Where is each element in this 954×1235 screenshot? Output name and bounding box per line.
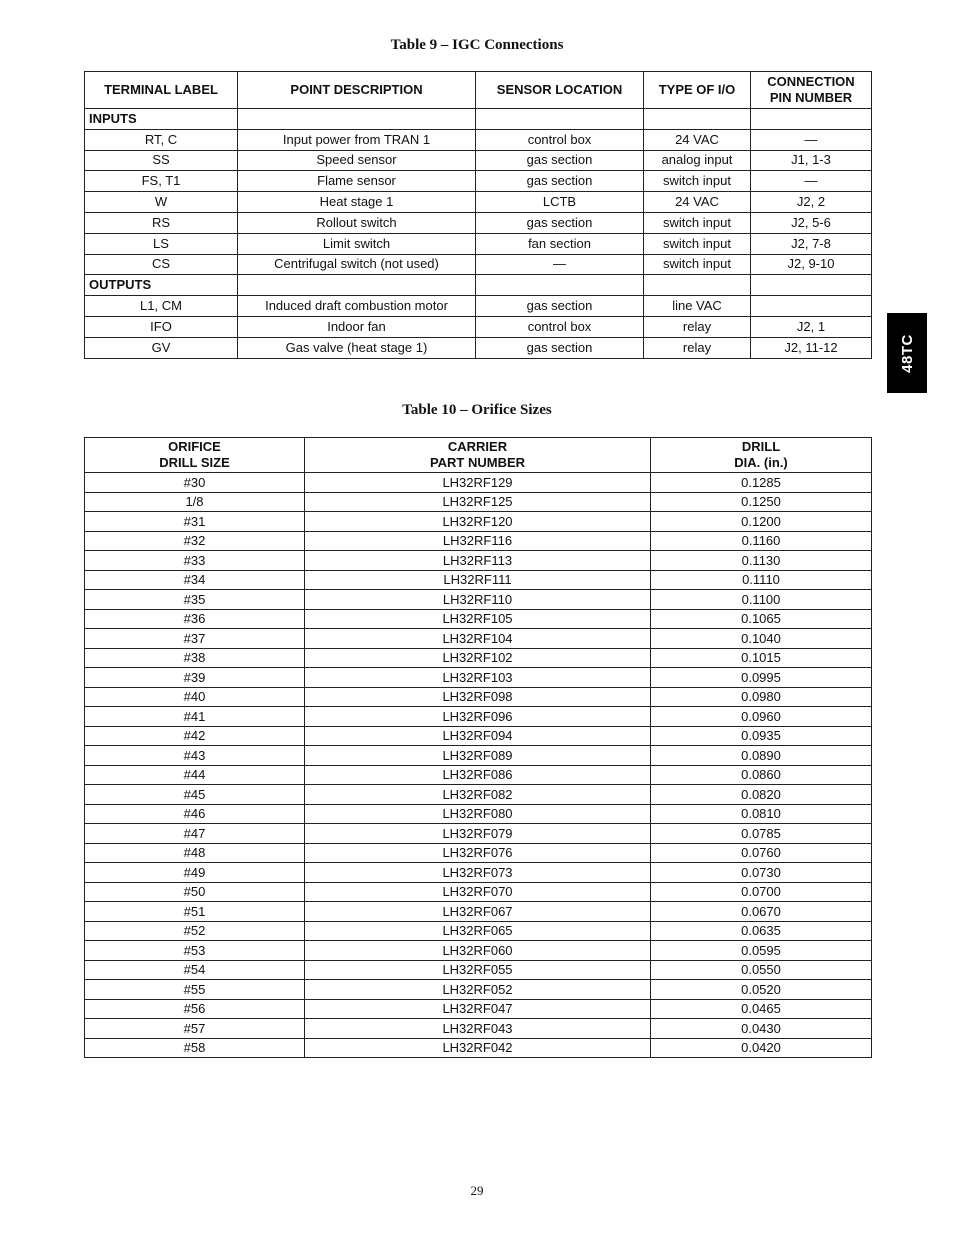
cell-type-of-io: relay <box>644 337 751 358</box>
table-row <box>85 882 872 902</box>
header-type-of-io: TYPE OF I/O <box>644 72 751 109</box>
cell-terminal-label: RS <box>85 212 238 233</box>
table-row <box>85 233 872 254</box>
cell-drill-dia: 0.0935 <box>651 726 872 746</box>
cell-drill-dia: 0.0465 <box>651 999 872 1019</box>
cell-point-description: Limit switch <box>238 233 476 254</box>
cell-drill-dia: 0.1160 <box>651 531 872 551</box>
header-drill-dia <box>651 438 872 473</box>
cell-drill-size: #47 <box>85 824 305 844</box>
header-orifice-line2: DRILL SIZE <box>159 455 230 470</box>
cell-part-number: LH32RF082 <box>305 785 651 805</box>
table-row <box>85 551 872 571</box>
cell-drill-size: #45 <box>85 785 305 805</box>
cell-connection-pin: J2, 7-8 <box>751 233 872 254</box>
cell-drill-size: #40 <box>85 687 305 707</box>
cell-drill-dia: 0.0730 <box>651 863 872 883</box>
header-orifice-drill-size <box>85 438 305 473</box>
table-row <box>85 192 872 213</box>
table-row <box>85 531 872 551</box>
cell-connection-pin <box>751 296 872 317</box>
cell-part-number: LH32RF070 <box>305 882 651 902</box>
cell-part-number: LH32RF113 <box>305 551 651 571</box>
table-row <box>85 785 872 805</box>
cell-terminal-label: LS <box>85 233 238 254</box>
cell-drill-dia: 0.0595 <box>651 941 872 961</box>
cell-sensor-location: fan section <box>476 233 644 254</box>
cell-drill-dia: 0.0980 <box>651 687 872 707</box>
header-carrier-part-number <box>305 438 651 473</box>
cell-drill-dia: 0.1285 <box>651 473 872 493</box>
cell-drill-size: #57 <box>85 1019 305 1039</box>
cell-point-description: Speed sensor <box>238 150 476 171</box>
table-row <box>85 171 872 192</box>
cell-drill-dia: 0.0820 <box>651 785 872 805</box>
cell-part-number: LH32RF052 <box>305 980 651 1000</box>
orifice-sizes-table <box>84 437 872 1058</box>
orifice-table-body <box>85 473 872 1058</box>
cell-drill-dia: 0.1110 <box>651 570 872 590</box>
cell-point-description: Heat stage 1 <box>238 192 476 213</box>
table-row <box>85 668 872 688</box>
cell-drill-size: #44 <box>85 765 305 785</box>
igc-table-header <box>85 72 872 109</box>
cell-sensor-location: gas section <box>476 150 644 171</box>
table-row <box>85 707 872 727</box>
cell-connection-pin: J2, 11-12 <box>751 337 872 358</box>
table-row <box>85 629 872 649</box>
cell-terminal-label: SS <box>85 150 238 171</box>
table-row <box>85 254 872 275</box>
cell-drill-dia: 0.0810 <box>651 804 872 824</box>
cell-terminal-label: GV <box>85 337 238 358</box>
table-row <box>85 804 872 824</box>
cell-part-number: LH32RF096 <box>305 707 651 727</box>
header-sensor-location: SENSOR LOCATION <box>476 72 644 109</box>
cell-part-number: LH32RF125 <box>305 492 651 512</box>
cell-type-of-io: 24 VAC <box>644 129 751 150</box>
cell-type-of-io: switch input <box>644 212 751 233</box>
cell-drill-dia: 0.1250 <box>651 492 872 512</box>
cell-terminal-label: W <box>85 192 238 213</box>
cell-terminal-label: L1, CM <box>85 296 238 317</box>
cell-type-of-io: switch input <box>644 254 751 275</box>
header-terminal-label: TERMINAL LABEL <box>85 72 238 109</box>
table-row <box>85 337 872 358</box>
cell-part-number: LH32RF094 <box>305 726 651 746</box>
header-carrier-line1: CARRIER <box>447 439 508 454</box>
cell-type-of-io: switch input <box>644 171 751 192</box>
cell-part-number: LH32RF105 <box>305 609 651 629</box>
cell-connection-pin: J2, 5-6 <box>751 212 872 233</box>
cell-part-number: LH32RF116 <box>305 531 651 551</box>
table-row <box>85 648 872 668</box>
igc-table-body <box>85 109 872 359</box>
cell-drill-size: 1/8 <box>85 492 305 512</box>
section-label: INPUTS <box>85 109 238 130</box>
cell-type-of-io: relay <box>644 316 751 337</box>
empty-cell <box>476 275 644 296</box>
header-carrier-line2: PART NUMBER <box>429 455 526 470</box>
cell-part-number: LH32RF111 <box>305 570 651 590</box>
cell-drill-size: #41 <box>85 707 305 727</box>
header-connection-pin-number: CONNECTION PIN NUMBER <box>751 72 872 109</box>
cell-part-number: LH32RF067 <box>305 902 651 922</box>
cell-drill-dia: 0.0670 <box>651 902 872 922</box>
cell-terminal-label: RT, C <box>85 129 238 150</box>
cell-point-description: Induced draft combustion motor <box>238 296 476 317</box>
empty-cell <box>751 275 872 296</box>
cell-drill-size: #38 <box>85 648 305 668</box>
cell-part-number: LH32RF103 <box>305 668 651 688</box>
cell-sensor-location: gas section <box>476 212 644 233</box>
empty-cell <box>751 109 872 130</box>
cell-drill-dia: 0.1015 <box>651 648 872 668</box>
table-row <box>85 765 872 785</box>
cell-drill-size: #48 <box>85 843 305 863</box>
cell-drill-size: #52 <box>85 921 305 941</box>
cell-part-number: LH32RF089 <box>305 746 651 766</box>
cell-sensor-location: control box <box>476 316 644 337</box>
cell-drill-dia: 0.0785 <box>651 824 872 844</box>
page-number: 29 <box>470 1183 484 1198</box>
table-row <box>85 824 872 844</box>
cell-drill-size: #43 <box>85 746 305 766</box>
cell-part-number: LH32RF102 <box>305 648 651 668</box>
cell-drill-dia: 0.0550 <box>651 960 872 980</box>
cell-drill-size: #39 <box>85 668 305 688</box>
cell-drill-size: #50 <box>85 882 305 902</box>
table-row <box>85 843 872 863</box>
cell-part-number: LH32RF073 <box>305 863 651 883</box>
cell-drill-size: #53 <box>85 941 305 961</box>
cell-type-of-io: 24 VAC <box>644 192 751 213</box>
cell-sensor-location: — <box>476 254 644 275</box>
orifice-table-header <box>85 438 872 473</box>
cell-point-description: Input power from TRAN 1 <box>238 129 476 150</box>
table-row <box>85 512 872 532</box>
cell-part-number: LH32RF060 <box>305 941 651 961</box>
cell-drill-size: #32 <box>85 531 305 551</box>
table9-title: Table 9 – IGC Connections <box>390 37 564 53</box>
cell-part-number: LH32RF076 <box>305 843 651 863</box>
cell-drill-size: #55 <box>85 980 305 1000</box>
empty-cell <box>644 275 751 296</box>
header-orifice-line1: ORIFICE <box>168 439 221 454</box>
table-row <box>85 960 872 980</box>
cell-part-number: LH32RF104 <box>305 629 651 649</box>
table-row <box>85 590 872 610</box>
cell-point-description: Centrifugal switch (not used) <box>238 254 476 275</box>
table-row <box>85 212 872 233</box>
cell-point-description: Gas valve (heat stage 1) <box>238 337 476 358</box>
cell-terminal-label: IFO <box>85 316 238 337</box>
table-row <box>85 129 872 150</box>
header-point-description: POINT DESCRIPTION <box>238 72 476 109</box>
table-row <box>85 921 872 941</box>
cell-point-description: Rollout switch <box>238 212 476 233</box>
section-row <box>85 109 872 130</box>
cell-drill-size: #58 <box>85 1038 305 1058</box>
igc-connections-table <box>84 71 872 359</box>
cell-part-number: LH32RF043 <box>305 1019 651 1039</box>
cell-drill-dia: 0.1065 <box>651 609 872 629</box>
cell-drill-size: #33 <box>85 551 305 571</box>
cell-drill-size: #42 <box>85 726 305 746</box>
header-drill-line1: DRILL <box>741 439 781 454</box>
cell-part-number: LH32RF055 <box>305 960 651 980</box>
cell-sensor-location: control box <box>476 129 644 150</box>
cell-drill-dia: 0.0420 <box>651 1038 872 1058</box>
empty-cell <box>476 109 644 130</box>
cell-drill-dia: 0.0700 <box>651 882 872 902</box>
cell-drill-size: #37 <box>85 629 305 649</box>
cell-drill-size: #46 <box>85 804 305 824</box>
section-label: OUTPUTS <box>85 275 238 296</box>
cell-drill-dia: 0.1040 <box>651 629 872 649</box>
cell-drill-size: #31 <box>85 512 305 532</box>
table-row <box>85 726 872 746</box>
cell-part-number: LH32RF042 <box>305 1038 651 1058</box>
cell-point-description: Flame sensor <box>238 171 476 192</box>
table-row <box>85 999 872 1019</box>
cell-part-number: LH32RF079 <box>305 824 651 844</box>
cell-drill-dia: 0.1100 <box>651 590 872 610</box>
table-row <box>85 316 872 337</box>
cell-drill-dia: 0.0860 <box>651 765 872 785</box>
cell-point-description: Indoor fan <box>238 316 476 337</box>
cell-drill-dia: 0.0760 <box>651 843 872 863</box>
cell-drill-dia: 0.0890 <box>651 746 872 766</box>
cell-part-number: LH32RF065 <box>305 921 651 941</box>
cell-sensor-location: gas section <box>476 337 644 358</box>
cell-connection-pin: J2, 1 <box>751 316 872 337</box>
cell-drill-dia: 0.0995 <box>651 668 872 688</box>
empty-cell <box>238 109 476 130</box>
cell-drill-size: #51 <box>85 902 305 922</box>
cell-part-number: LH32RF047 <box>305 999 651 1019</box>
table-row <box>85 570 872 590</box>
cell-connection-pin: — <box>751 129 872 150</box>
table-row <box>85 609 872 629</box>
cell-drill-size: #35 <box>85 590 305 610</box>
table-row <box>85 492 872 512</box>
cell-part-number: LH32RF098 <box>305 687 651 707</box>
table-row <box>85 980 872 1000</box>
cell-drill-size: #36 <box>85 609 305 629</box>
empty-cell <box>644 109 751 130</box>
table-row <box>85 150 872 171</box>
cell-type-of-io: line VAC <box>644 296 751 317</box>
cell-part-number: LH32RF129 <box>305 473 651 493</box>
cell-type-of-io: switch input <box>644 233 751 254</box>
cell-sensor-location: gas section <box>476 171 644 192</box>
table10-title: Table 10 – Orifice Sizes <box>402 402 552 418</box>
side-tab-label: 48TC <box>898 333 916 373</box>
cell-drill-dia: 0.0960 <box>651 707 872 727</box>
cell-part-number: LH32RF110 <box>305 590 651 610</box>
cell-sensor-location: gas section <box>476 296 644 317</box>
cell-drill-dia: 0.0635 <box>651 921 872 941</box>
cell-drill-dia: 0.0520 <box>651 980 872 1000</box>
section-row <box>85 275 872 296</box>
table-row <box>85 746 872 766</box>
cell-connection-pin: J2, 9-10 <box>751 254 872 275</box>
empty-cell <box>238 275 476 296</box>
table-row <box>85 687 872 707</box>
cell-drill-dia: 0.1200 <box>651 512 872 532</box>
table-row <box>85 941 872 961</box>
cell-connection-pin: J2, 2 <box>751 192 872 213</box>
cell-type-of-io: analog input <box>644 150 751 171</box>
table-row <box>85 902 872 922</box>
cell-drill-size: #49 <box>85 863 305 883</box>
cell-terminal-label: FS, T1 <box>85 171 238 192</box>
cell-part-number: LH32RF120 <box>305 512 651 532</box>
cell-connection-pin: J1, 1-3 <box>751 150 872 171</box>
cell-drill-size: #30 <box>85 473 305 493</box>
table-row <box>85 863 872 883</box>
cell-drill-size: #54 <box>85 960 305 980</box>
cell-sensor-location: LCTB <box>476 192 644 213</box>
side-tab <box>887 313 927 393</box>
cell-terminal-label: CS <box>85 254 238 275</box>
table-row <box>85 1038 872 1058</box>
cell-part-number: LH32RF086 <box>305 765 651 785</box>
cell-drill-dia: 0.1130 <box>651 551 872 571</box>
cell-drill-size: #34 <box>85 570 305 590</box>
cell-drill-dia: 0.0430 <box>651 1019 872 1039</box>
cell-part-number: LH32RF080 <box>305 804 651 824</box>
table-row <box>85 296 872 317</box>
table-row <box>85 1019 872 1039</box>
cell-connection-pin: — <box>751 171 872 192</box>
cell-drill-size: #56 <box>85 999 305 1019</box>
table-row <box>85 473 872 493</box>
header-drill-line2: DIA. (in.) <box>734 455 788 470</box>
